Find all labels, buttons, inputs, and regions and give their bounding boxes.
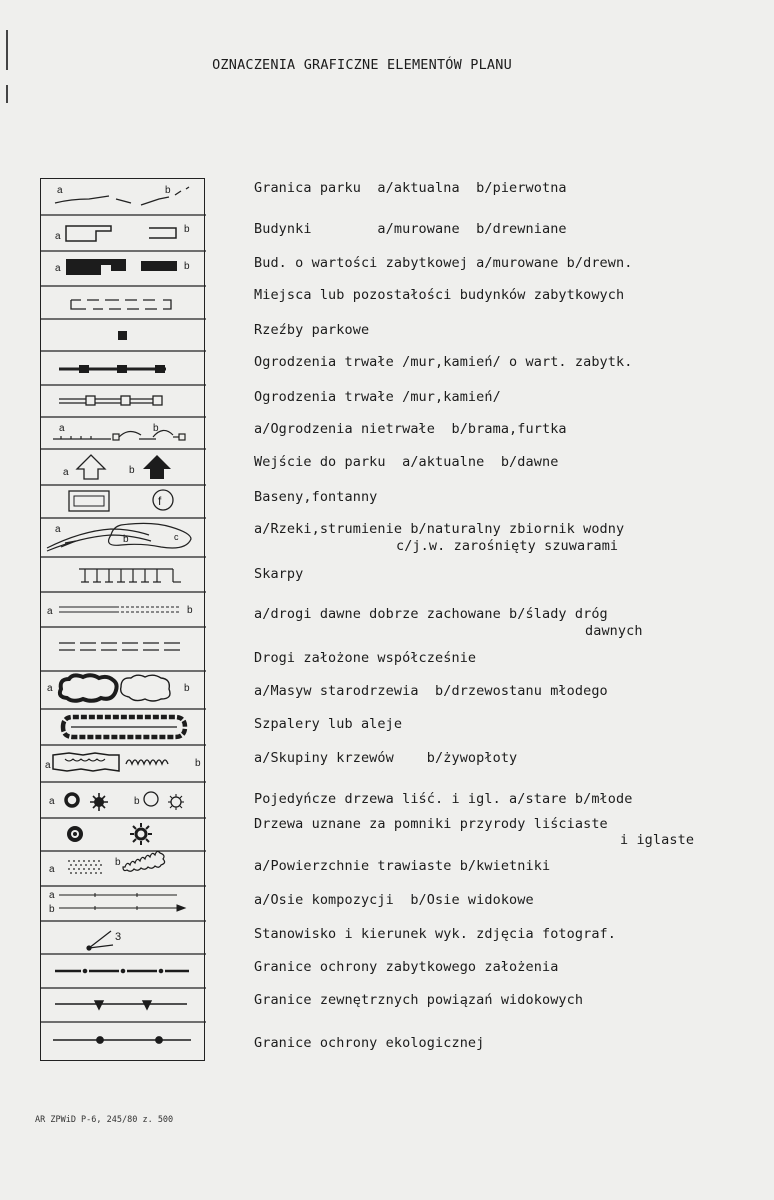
label-b: b <box>187 605 193 616</box>
label-a: a <box>47 606 53 617</box>
legend-desc-tree-massif: a/Masyw starodrzewia b/drzewostanu młodego <box>254 683 608 699</box>
label-b: b <box>184 683 190 694</box>
legend-desc-historic-fence: Ogrodzenia trwałe /mur,kamień/ o wart. zabytk. <box>254 354 633 370</box>
label-a: a <box>49 796 55 807</box>
label-number: 3 <box>115 931 122 943</box>
label-b: b <box>115 857 121 868</box>
label-b: b <box>165 185 171 196</box>
legend-desc-old-roads: a/drogi dawne dobrze zachowane b/ślady dróg <box>254 606 608 622</box>
label-a: a <box>49 890 55 901</box>
legend-desc-alleys: Szpalery lub aleje <box>254 716 403 732</box>
symbol-rivers-water <box>47 523 191 551</box>
legend-desc-escarpments: Skarpy <box>254 566 304 582</box>
page-title: OZNACZENIA GRAFICZNE ELEMENTÓW PLANU <box>212 57 512 73</box>
symbol-axes <box>59 893 185 911</box>
symbol-building-remains <box>71 300 171 309</box>
legend-desc-historic-buildings: Bud. o wartości zabytkowej a/murowane b/drewn. <box>254 255 633 271</box>
symbol-temporary-fence <box>53 430 185 440</box>
symbol-historic-protection-boundary <box>55 969 189 973</box>
label-b: b <box>134 796 140 807</box>
label-a: a <box>59 423 65 434</box>
symbol-sculpture <box>118 331 127 340</box>
legend-desc-old-roads-line2: dawnych <box>585 623 643 639</box>
label-a: a <box>45 760 51 771</box>
symbol-buildings <box>66 226 176 241</box>
label-a: a <box>63 467 69 478</box>
legend-desc-individual-trees: Pojedyńcze drzewa liść. i igl. a/stare b/młode <box>254 791 633 807</box>
label-b: b <box>153 423 159 434</box>
symbol-old-roads <box>59 607 179 612</box>
legend-desc-monument-trees: Drzewa uznane za pomniki przyrody liściaste <box>254 816 608 832</box>
label-a: a <box>57 185 63 196</box>
legend-desc-temporary-fence: a/Ogrodzenia nietrwałe b/brama,furtka <box>254 421 567 437</box>
label-c: c <box>174 532 179 542</box>
legend-desc-ecological-protection: Granice ochrony ekologicznej <box>254 1035 485 1051</box>
label-b: b <box>184 261 190 272</box>
legend-desc-park-entrance: Wejście do parku a/aktualne b/dawne <box>254 454 559 470</box>
label-b: b <box>123 534 129 545</box>
label-b: b <box>129 465 135 476</box>
symbol-historic-fence <box>59 365 166 373</box>
legend-desc-rivers-water: a/Rzeki,strumienie b/naturalny zbiornik wodny <box>254 521 625 537</box>
legend-desc-rivers-water-line2: c/j.w. zarośnięty szuwarami <box>396 538 619 554</box>
legend-desc-monument-trees-line2: i iglaste <box>620 832 695 848</box>
symbol-pools-fountains <box>69 490 173 511</box>
legend-desc-modern-roads: Drogi założone współcześnie <box>254 650 477 666</box>
svg-text:f: f <box>158 494 162 508</box>
legend-desc-photo-station: Stanowisko i kierunek wyk. zdjęcia fotograf. <box>254 926 617 942</box>
symbol-tree-massif <box>60 675 170 701</box>
symbol-historic-buildings <box>66 259 177 275</box>
label-a: a <box>55 263 61 274</box>
label-b: b <box>49 904 55 915</box>
legend-desc-pools-fountains: Baseny,fontanny <box>254 489 378 505</box>
symbol-photo-station <box>87 931 113 950</box>
legend-desc-park-boundary: Granica parku a/aktualna b/pierwotna <box>254 180 567 196</box>
legend-desc-sculptures: Rzeźby parkowe <box>254 322 370 338</box>
symbol-ecological-protection-boundary <box>53 1037 191 1043</box>
symbol-escarpments <box>79 569 181 582</box>
label-a: a <box>47 683 53 694</box>
print-footer: AR ZPWiD P-6, 245/80 z. 500 <box>35 1115 174 1125</box>
symbol-alleys <box>63 717 185 737</box>
symbol-monument-trees <box>67 823 152 845</box>
legend-symbol-column <box>40 178 205 1061</box>
legend-desc-lawns-flowerbeds: a/Powierzchnie trawiaste b/kwietniki <box>254 858 551 874</box>
legend-desc-historic-protection: Granice ochrony zabytkowego założenia <box>254 959 559 975</box>
symbol-shrubs-hedges <box>53 753 168 771</box>
symbol-modern-roads <box>59 643 181 650</box>
label-b: b <box>195 758 201 769</box>
label-a: a <box>55 231 61 242</box>
symbol-individual-trees <box>66 792 184 811</box>
symbol-permanent-fence <box>59 396 162 405</box>
symbol-visual-links-boundary <box>55 1001 187 1009</box>
margin-mark <box>6 85 8 103</box>
legend-desc-axes: a/Osie kompozycji b/Osie widokowe <box>254 892 534 908</box>
label-b: b <box>184 224 190 235</box>
legend-desc-buildings: Budynki a/murowane b/drewniane <box>254 221 567 237</box>
legend-desc-building-remains: Miejsca lub pozostałości budynków zabytkowych <box>254 287 625 303</box>
symbol-park-entrance <box>77 455 171 479</box>
label-a: a <box>55 524 61 535</box>
legend-desc-permanent-fence: Ogrodzenia trwałe /mur,kamień/ <box>254 389 501 405</box>
legend-desc-visual-links: Granice zewnętrznych powiązań widokowych <box>254 992 584 1008</box>
label-a: a <box>49 864 55 875</box>
legend-desc-shrubs-hedges: a/Skupiny krzewów b/żywopłoty <box>254 750 518 766</box>
